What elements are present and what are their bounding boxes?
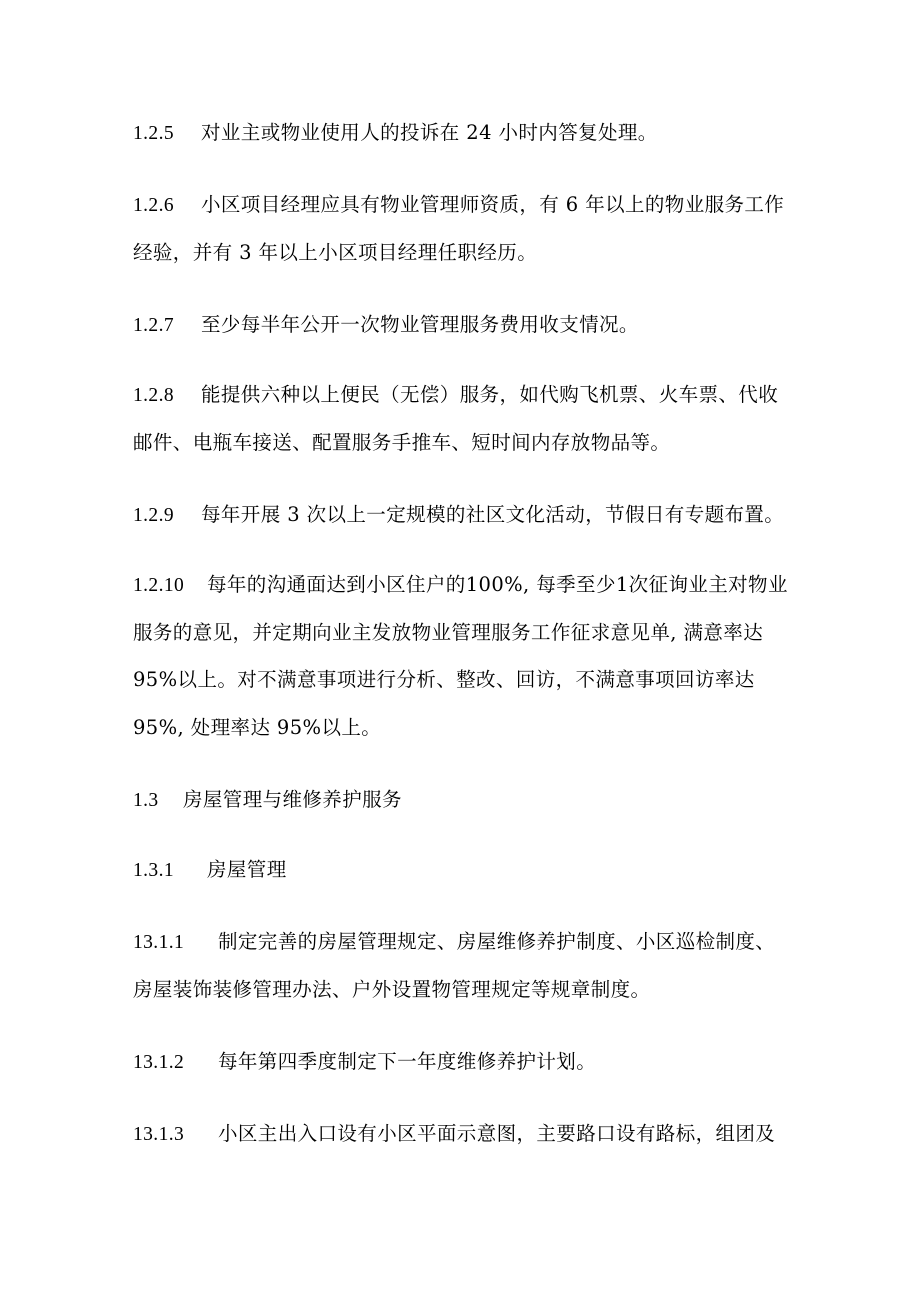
- section-number: 1.3: [133, 790, 159, 811]
- section-number: 1.2.5: [133, 123, 174, 144]
- paragraph-text: 对业主或物业使用人的投诉在 24 小时内答复处理。: [201, 121, 658, 144]
- paragraph-text: 房屋装饰装修管理办法、户外设置物管理规定等规章制度。: [133, 978, 651, 1001]
- paragraph-text: 小区项目经理应具有物业管理师资质，有 6 年以上的物业服务工作: [201, 193, 785, 216]
- paragraph-1-2-5: [133, 121, 658, 145]
- paragraph-1-2-9: [133, 503, 784, 527]
- section-heading-1-3: [133, 788, 402, 812]
- paragraph-1-2-10-cont-3: [133, 716, 381, 740]
- paragraph-text: 95%以上。对不满意事项进行分析、整改、回访，不满意事项回访率达: [133, 668, 755, 691]
- paragraph-13-1-1-cont: [133, 978, 650, 1002]
- paragraph-text: 每年第四季度制定下一年度维修养护计划。: [218, 1050, 597, 1073]
- section-title: 房屋管理: [207, 858, 287, 881]
- section-number: 1.2.6: [133, 195, 174, 216]
- paragraph-1-2-6-cont: [133, 241, 537, 265]
- section-number: 1.2.9: [133, 505, 174, 526]
- section-number: 13.1.2: [133, 1052, 185, 1073]
- paragraph-13-1-3: [133, 1122, 775, 1146]
- section-number: 1.3.1: [133, 860, 174, 881]
- paragraph-1-2-10-cont-1: [133, 621, 763, 645]
- paragraph-text: 能提供六种以上便民（无偿）服务，如代购飞机票、火车票、代收: [201, 383, 779, 406]
- paragraph-1-2-10: [133, 573, 788, 597]
- paragraph-13-1-2: [133, 1050, 596, 1074]
- paragraph-text: 服务的意见，并定期向业主发放物业管理服务工作征求意见单, 满意率达: [133, 621, 764, 644]
- paragraph-text: 95%, 处理率达 95%以上。: [133, 716, 382, 739]
- paragraph-text: 至少每半年公开一次物业管理服务费用收支情况。: [201, 313, 639, 336]
- paragraph-1-2-10-cont-2: [133, 668, 755, 692]
- section-number: 1.2.10: [133, 575, 185, 596]
- section-heading-1-3-1: [133, 858, 287, 882]
- paragraph-1-2-8-cont: [133, 431, 670, 455]
- paragraph-1-2-7: [133, 313, 639, 337]
- section-number: 13.1.3: [133, 1124, 185, 1145]
- paragraph-text: 邮件、电瓶车接送、配置服务手推车、短时间内存放物品等。: [133, 431, 671, 454]
- paragraph-13-1-1: [133, 930, 775, 954]
- section-number: 1.2.8: [133, 385, 174, 406]
- paragraph-text: 制定完善的房屋管理规定、房屋维修养护制度、小区巡检制度、: [218, 930, 776, 953]
- paragraph-text: 每年开展 3 次以上一定规模的社区文化活动，节假日有专题布置。: [201, 503, 785, 526]
- paragraph-1-2-8: [133, 383, 778, 407]
- paragraph-text: 每年的沟通面达到小区住户的100%, 每季至少1次征询业主对物业: [207, 573, 788, 596]
- section-number: 1.2.7: [133, 315, 174, 336]
- paragraph-text: 小区主出入口设有小区平面示意图，主要路口设有路标，组团及: [218, 1122, 776, 1145]
- paragraph-1-2-6: [133, 193, 784, 217]
- section-number: 13.1.1: [133, 932, 185, 953]
- paragraph-text: 经验，并有 3 年以上小区项目经理任职经历。: [133, 241, 538, 264]
- section-title: 房屋管理与维修养护服务: [183, 788, 402, 811]
